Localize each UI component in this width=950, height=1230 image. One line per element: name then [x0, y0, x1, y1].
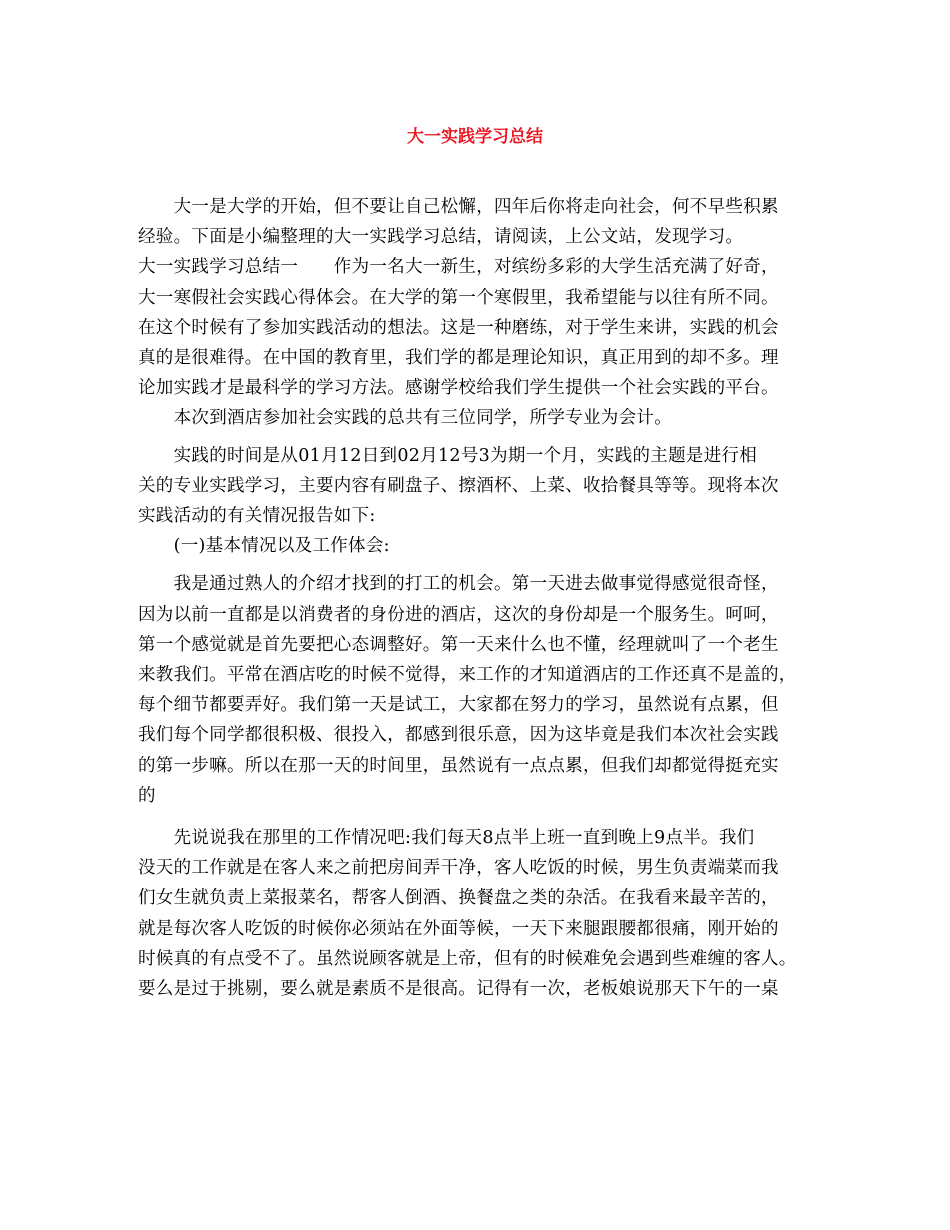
document-title: 大一实践学习总结 [407, 127, 543, 147]
text-line: 时候真的有点受不了。虽然说顾客就是上帝，但有的时候难免会遇到些难缠的客人。 [138, 948, 797, 969]
text-line: 的第一步嘛。所以在那一天的时间里，虽然说有一点点累，但我们却都觉得挺充实 [138, 755, 779, 776]
text-line: 大一寒假社会实践心得体会。在大学的第一个寒假里，我希望能与以往有所不同。 [138, 287, 779, 308]
text-line: 关的专业实践学习，主要内容有刷盘子、擦酒杯、上菜、收拾餐具等等。现将本次 [138, 475, 779, 496]
text-line: (一)基本情况以及工作体会: [138, 536, 390, 557]
text-line: 没天的工作就是在客人来之前把房间弄干净，客人吃饭的时候，男生负责端菜而我 [138, 858, 779, 879]
text-line: 我是通过熟人的介绍才找到的打工的机会。第一天进去做事觉得感觉很奇怪， [138, 574, 779, 595]
text-line: 来教我们。平常在酒店吃的时候不觉得，来工作的才知道酒店的工作还真不是盖的， [138, 665, 797, 686]
text-line: 论加实践才是最科学的学习方法。感谢学校给我们学生提供一个社会实践的平台。 [138, 378, 779, 399]
text-line: 经验。下面是小编整理的大一实践学习总结，请阅读，上公文站，发现学习。 [138, 227, 744, 248]
text-line: 就是每次客人吃饭的时候你必须站在外面等候，一天下来腿跟腰都很痛，刚开始的 [138, 918, 779, 939]
text-line: 因为以前一直都是以消费者的身份进的酒店，这次的身份却是一个服务生。呵呵， [138, 604, 779, 625]
text-line: 实践的时间是从01月12日到02月12号3为期一个月，实践的主题是进行相 [138, 445, 758, 466]
text-line: 们女生就负责上菜报菜名，帮客人倒酒、换餐盘之类的杂活。在我看来最辛苦的， [138, 888, 779, 909]
text-line: 我们每个同学都很积极、很投入，都感到很乐意，因为这毕竟是我们本次社会实践 [138, 725, 779, 746]
text-line: 真的是很难得。在中国的教育里，我们学的都是理论知识，真正用到的却不多。理 [138, 348, 779, 369]
text-line: 先说说我在那里的工作情况吧:我们每天8点半上班一直到晚上9点半。我们 [138, 828, 755, 849]
text-line: 本次到酒店参加社会实践的总共有三位同学，所学专业为会计。 [138, 408, 672, 429]
text-line: 的 [138, 785, 156, 806]
text-line: 大一是大学的开始，但不要让自己松懈，四年后你将走向社会，何不早些积累 [138, 197, 779, 217]
text-line: 要么是过于挑剔，要么就是素质不是很高。记得有一次，老板娘说那天下午的一桌 [138, 979, 779, 1000]
text-line: 在这个时候有了参加实践活动的想法。这是一种磨练，对于学生来讲，实践的机会 [138, 317, 779, 338]
text-line: 大一实践学习总结一 作为一名大一新生，对缤纷多彩的大学生活充满了好奇， [138, 257, 779, 278]
document-body [138, 192, 828, 1004]
text-line: 实践活动的有关情况报告如下: [138, 506, 376, 527]
text-line: 第一个感觉就是首先要把心态调整好。第一天来什么也不懂，经理就叫了一个老生 [138, 634, 779, 655]
text-line: 每个细节都要弄好。我们第一天是试工，大家都在努力的学习，虽然说有点累，但 [138, 695, 779, 716]
